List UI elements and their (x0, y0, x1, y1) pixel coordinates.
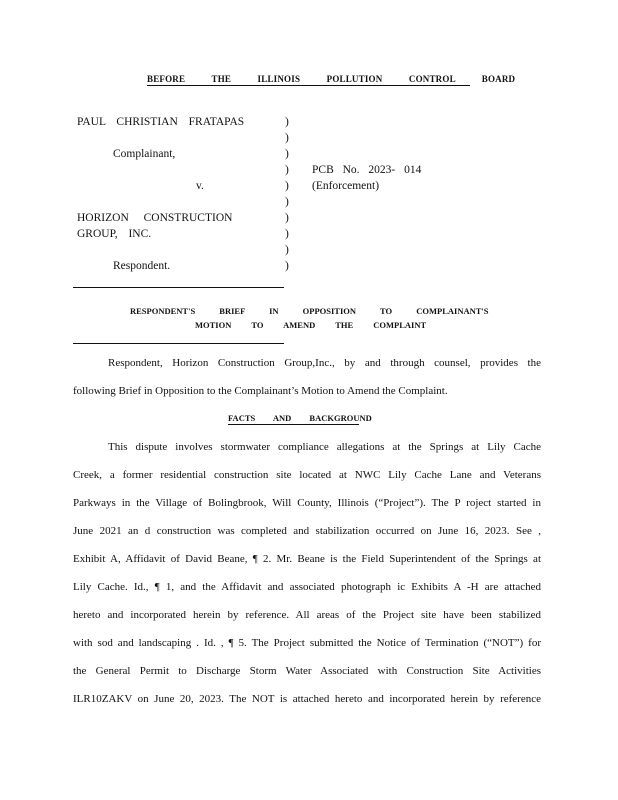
caption-rule-bottom (73, 343, 284, 344)
caption-parentheses: ) ) ) ) ) ) ) ) ) ) (285, 116, 289, 272)
intro-line: following Brief in Opposition to the Complainant’s Motion to Amend the Complaint. (73, 385, 448, 397)
facts-line: hereto and incorporated herein by reference. All areas of the Project site have been stabilized (73, 609, 541, 621)
respondent-name-line2: GROUP, INC. (77, 228, 152, 240)
respondent-role: Respondent. (113, 260, 171, 272)
court-title: BEFORE THE ILLINOIS POLLUTION CONTROL BOARD (147, 74, 516, 84)
complainant-role: Complainant, (113, 148, 176, 160)
facts-line: with sod and landscaping . Id. , ¶ 5. The Project submitted the Notice of Termination (“NOT”) for (73, 637, 541, 649)
complainant-name: PAUL CHRISTIAN FRATAPAS (77, 116, 245, 128)
section-heading: FACTS AND BACKGROUND (228, 413, 372, 423)
intro-line: Respondent, Horizon Construction Group,Inc., by and through counsel, provides the (108, 357, 541, 369)
case-type: (Enforcement) (312, 180, 380, 192)
case-number: PCB No. 2023- 014 (312, 164, 422, 176)
facts-line: Parkways in the Village of Bolingbrook, Will County, Illinois (“Project”). The P roject started in (73, 497, 541, 509)
facts-line: ILR10ZAKV on June 20, 2023. The NOT is attached hereto and incorporated herein by reference (73, 693, 541, 705)
versus-label: v. (196, 180, 204, 192)
facts-line: Creek, a former residential construction site located at NWC Lily Cache Lane and Veterans (73, 469, 541, 481)
facts-line: This dispute involves stormwater compliance allegations at the Springs at Lily Cache (108, 441, 541, 453)
document-title-line2: MOTION TO AMEND THE COMPLAINT (195, 320, 427, 330)
caption-rule-top (73, 287, 284, 288)
document-title-line1: RESPONDENT'S BRIEF IN OPPOSITION TO COMPLAINANT'S (130, 306, 489, 316)
facts-line: Exhibit A, Affidavit of David Beane, ¶ 2. Mr. Beane is the Field Superintendent of the Springs at (73, 553, 541, 565)
facts-line: Lily Cache. Id., ¶ 1, and the Affidavit and associated photograph ic Exhibits A -H are attached (73, 581, 541, 593)
facts-line: June 2021 an d construction was completed and stabilization occurred on June 16, 2023. See , (73, 525, 541, 537)
facts-line: the General Permit to Discharge Storm Water Associated with Construction Site Activities (73, 665, 541, 677)
respondent-name-line1: HORIZON CONSTRUCTION (77, 212, 233, 224)
facts-paragraph (73, 433, 541, 713)
intro-paragraph (73, 349, 541, 405)
